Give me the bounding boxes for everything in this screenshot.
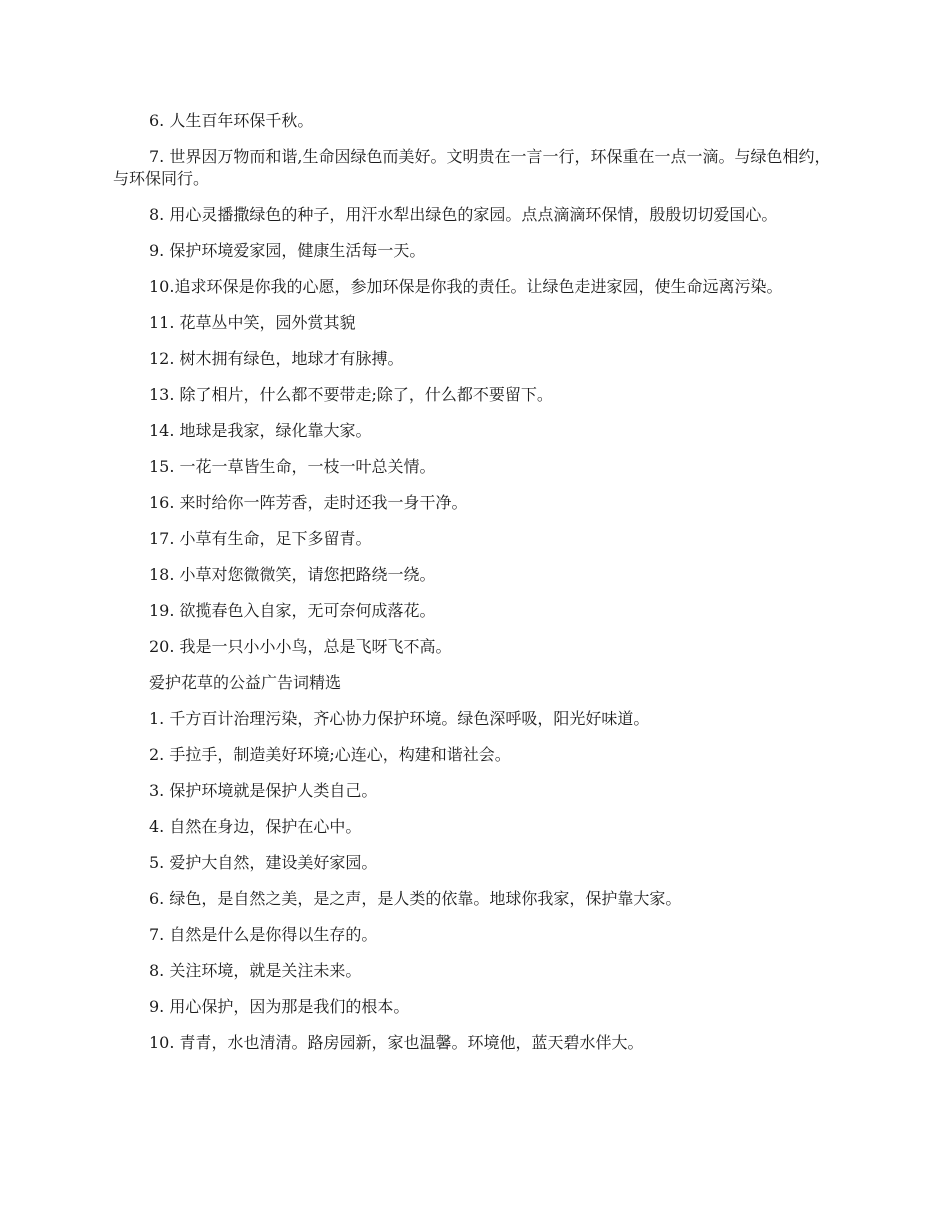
slogan-5: 5. 爱护大自然，建设美好家园。 [149,853,378,872]
slogan-4: 4. 自然在身边，保护在心中。 [149,817,362,836]
slogan-9: 9. 用心保护，因为那是我们的根本。 [149,997,410,1016]
paragraph-10: 10.追求环保是你我的心愿，参加环保是你我的责任。让绿色走进家园，使生命远离污染。 [149,277,783,296]
paragraph-14: 14. 地球是我家，绿化靠大家。 [149,421,372,440]
slogan-10: 10. 青青，水也清清。路房园新，家也温馨。环境他，蓝天碧水伴大。 [149,1033,644,1052]
paragraph-8: 8. 用心灵播撒绿色的种子，用汗水犁出绿色的家园。点点滴滴环保情，殷殷切切爱国心。 [149,205,778,224]
slogan-2: 2. 手拉手，制造美好环境;心连心，构建和谐社会。 [149,745,511,764]
paragraph-9: 9. 保护环境爱家园，健康生活每一天。 [149,241,426,260]
paragraph-15: 15. 一花一草皆生命，一枝一叶总关情。 [149,457,436,476]
paragraph-6: 6. 人生百年环保千秋。 [149,111,314,130]
slogan-8: 8. 关注环境，就是关注未来。 [149,961,362,980]
slogan-7: 7. 自然是什么是你得以生存的。 [149,925,378,944]
paragraph-17: 17. 小草有生命，足下多留青。 [149,529,372,548]
paragraph-20: 20. 我是一只小小小鸟，总是飞呀飞不高。 [149,637,452,656]
paragraph-19: 19. 欲揽春色入自家，无可奈何成落花。 [149,601,436,620]
paragraph-16: 16. 来时给你一阵芳香，走时还我一身干净。 [149,493,468,512]
section-heading: 爱护花草的公益广告词精选 [149,673,342,692]
slogan-3: 3. 保护环境就是保护人类自己。 [149,781,378,800]
paragraph-12: 12. 树木拥有绿色，地球才有脉搏。 [149,349,404,368]
paragraph-7: 7. 世界因万物而和谐,生命因绿色而美好。文明贵在一言一行，环保重在一点一滴。与绿色相约，与环保同行。 [113,147,831,188]
slogan-1: 1. 千方百计治理污染，齐心协力保护环境。绿色深呼吸，阳光好味道。 [149,709,650,728]
paragraph-18: 18. 小草对您微微笑，请您把路绕一绕。 [149,565,436,584]
paragraph-11: 11. 花草丛中笑，园外赏其貌 [149,313,356,332]
document-body [113,110,843,1068]
paragraph-13: 13. 除了相片，什么都不要带走;除了，什么都不要留下。 [149,385,553,404]
slogan-6: 6. 绿色，是自然之美，是之声，是人类的依靠。地球你我家，保护靠大家。 [149,889,682,908]
